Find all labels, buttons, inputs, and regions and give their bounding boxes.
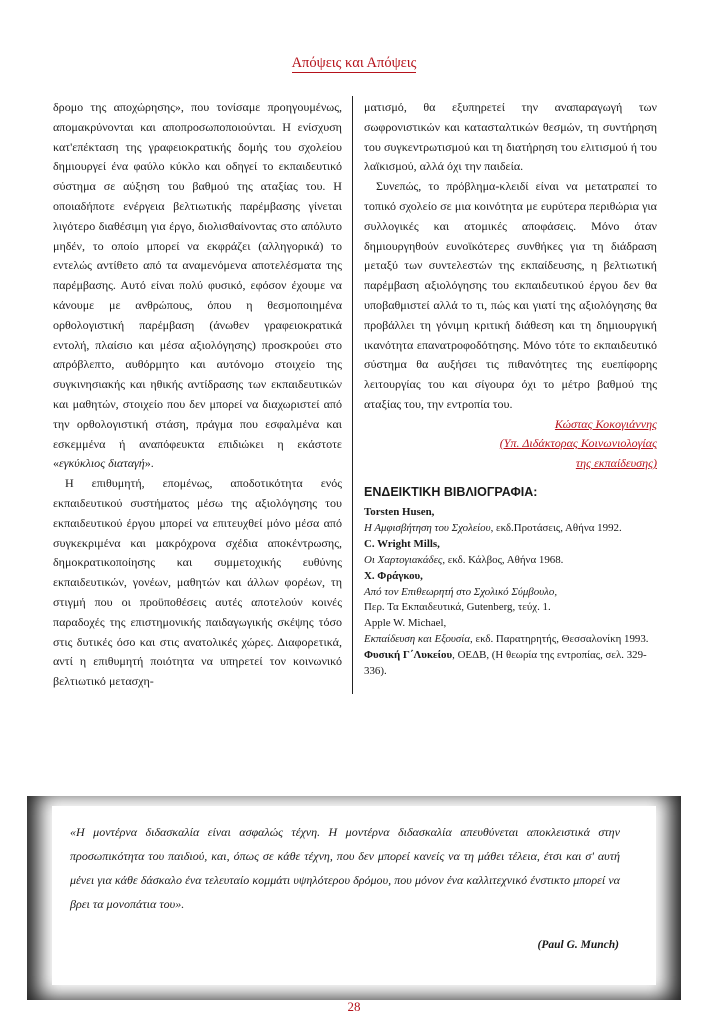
left-column [53, 98, 342, 692]
bibliography-work: Οι Χαρτογιακάδες [364, 553, 443, 566]
bibliography-work: Εκπαίδευση και Εξουσία [364, 633, 471, 646]
bibliography-list [364, 505, 657, 680]
author-title-line1: (Υπ. Διδάκτορας Κοινωνιολογίας [499, 436, 657, 451]
left-paragraph-1-text: δρομο της αποχώρησης», που τονίσαμε προηγουμένως, απομακρύνονται και αποπροσωποποιούνται. Η ενίσχυση κατ'επέκταση της γραφειοκρατικής δομής του σχολείου δημιουργεί ένα φαύλο κύκλο και οδηγεί το εκπαιδευτικό σύστημα σε αύξηση του βαθμού της αταξίας του. Η οποιαδήποτε ενέργεια βελτιωτικής παρέμβασης γίνεται λιγότερο διαθέσιμη για έργο, διολισθαίνοντας στο απόλυτο μηδέν, το οποίο μπορεί να εκφράζει (αλληγορικά) το εντελώς αντίθετο από τα αναμενόμενα αποτελέσματα της παρέμβασης. Αυτό είναι πολύ φυσικό, εφόσον έχουμε να κάνουμε με ανθρώπους, όπου η θεσμοποιημένα ορθολογιστική παρέμβαση (άνωθεν γραφειοκρατικά εντολή, πλαίσιο και μέσα αξιολόγησης) προσκρούει στο απρόβλεπτο, αυθόρμητο και αυτόνομο στοιχείο της συγκινησιακής και ηθικής αντίδρασης των εκπαιδευτικών και μαθητών, στοιχείο που δεν μπορεί να διαχωριστεί από την ορθολογιστική στάση, πράγμα που εσφαλμένα και εσκεμμένα ή αναπόφευκτα επιδιώκει η εκάστοτε « [53, 100, 342, 471]
bibliography-author: Χ. Φράγκου, [364, 569, 423, 582]
left-paragraph-1 [53, 98, 342, 474]
right-column [364, 98, 657, 680]
quote-author: (Paul G. Munch) [537, 939, 619, 951]
bibliography-entry [364, 505, 657, 537]
running-header-title: Απόψεις και Απόψεις [291, 55, 417, 71]
running-header [0, 55, 708, 72]
bibliography-entry [364, 616, 657, 648]
left-paragraph-2: Η επιθυμητή, επομένως, αποδοτικότητα ενός εκπαιδευτικού συστήματος μέσω της αξιολόγησης του εκπαιδευτικού έργου μπορεί να επιτευχθεί μόνο μέσα από συγκεκριμένα και μακρόχρονα σχέδια αποκέντρωσης, δημοκρατικοποίησης και συμμετοχικής ευθύνης εκπαιδευτικών, γονέων, μαθητών και άλλων φορέων, τη στιγμή που οι προϋποθέσεις αυτές αποτελούν κοινές παραδοχές της επιστημονικής παιδαγωγικής σκέψης τόσο στις δυτικές όσο και στις ανατολικές χώρες. Διαφορετικά, αντί η επιθυμητή ποιότητα να υπηρετεί τον κοινωνικό βελτιωτικό μετασχη- [53, 476, 342, 689]
author-signature [364, 415, 657, 474]
bibliography-details: , εκδ. Παρατηρητής, Θεσσαλονίκη 1993. [470, 633, 649, 646]
right-paragraph-2: Συνεπώς, το πρόβλημα-κλειδί είναι να μετατραπεί το τοπικό σχολείο σε μια κοινότητα με ευρύτερα περιθώρια για συλλογικές και ατομικές αποφάσεις. Μόνο όταν δημιουργηθούν ευνοϊκότερες συνθήκες για τη διάδραση μεταξύ των συντελεστών της εκπαίδευσης, η βελτιωτική παρέμβαση αξιολόγησης του εκπαιδευτικού έργου δεν θα υποβαθμιστεί αλλά το τι, πώς και γιατί της αξιολόγησης θα προβάλλει τη γόνιμη κριτική διάθεση και τη δημιουργική ικανότητα επανατροφοδότησης. Μόνο τότε το εκπαιδευτικό σύστημα θα αυξήσει τις πιθανότητες της ευεπίφορης λειτουργίας του και σίγουρα όχι το μέτρο βαθμού της αταξίας του, την εντροπία του. [364, 179, 657, 411]
bibliography-entry [364, 537, 657, 569]
bibliography-entry [364, 648, 657, 680]
bibliography-work: Από τον Επιθεωρητή στο Σχολικό Σύμβουλο, [364, 585, 558, 598]
author-name: Κώστας Κοκογιάννης [554, 416, 657, 431]
column-divider [352, 96, 353, 694]
bibliography-title: ΕΝΔΕΙΚΤΙΚΗ ΒΙΒΛΙΟΓΡΑΦΙΑ: [364, 485, 538, 500]
bibliography-details: , ΟΕΔΒ, (Η θεωρία της εντροπίας, σελ. 329-336). [364, 649, 647, 678]
bibliography-author: Torsten Husen, [364, 506, 435, 519]
bibliography-details: Περ. Τα Εκπαιδευτικά, Gutenberg, τεύχ. 1. [364, 601, 551, 614]
bibliography-work: Η Αμφισβήτηση του Σχολείου [364, 521, 491, 534]
bibliography-details: , εκδ. Κάλβος, Αθήνα 1968. [442, 553, 564, 566]
left-italic-close: ». [144, 456, 154, 471]
bibliography-author: Apple W. Michael, [364, 617, 447, 630]
bibliography-entry [364, 569, 657, 617]
right-paragraph-1: ματισμό, θα εξυπηρετεί την αναπαραγωγή των σωφρονιστικών και κατασταλτικών θεσμών, τη συντήρηση του συγκεντρωτισμού και τη διατήρηση του ελιτισμού ή του λαϊκισμού, αλλά όχι την παιδεία. [364, 100, 657, 174]
quote-text: «Η μοντέρνα διδασκαλία είναι ασφαλώς τέχνη. Η μοντέρνα διδασκαλία απευθύνεται αποκλειστικά στην προσωπικότητα του παιδιού, και, όπως σε κάθε τέχνη, που δεν μπορεί κανείς να τη μάθει τέλεια, έτσι και σ' αυτή μένει για κάθε δάσκαλο ένα τελευταίο κομμάτι υψηλότερου δρόμου, που μόνον ένα καλλιτεχνικό ένστικτο μπορεί να βρει τα μονοπάτια του». [70, 825, 620, 911]
bibliography-details: , εκδ.Προτάσεις, Αθήνα 1992. [490, 521, 622, 534]
page-number: 28 [347, 999, 361, 1014]
author-title-line2: της εκπαίδευσης) [575, 455, 657, 470]
bibliography-author: C. Wright Mills, [364, 537, 440, 550]
bibliography-author: Φυσική Γ΄Λυκείου [364, 649, 453, 662]
left-italic-phrase: εγκύκλιος διαταγή [59, 456, 145, 471]
